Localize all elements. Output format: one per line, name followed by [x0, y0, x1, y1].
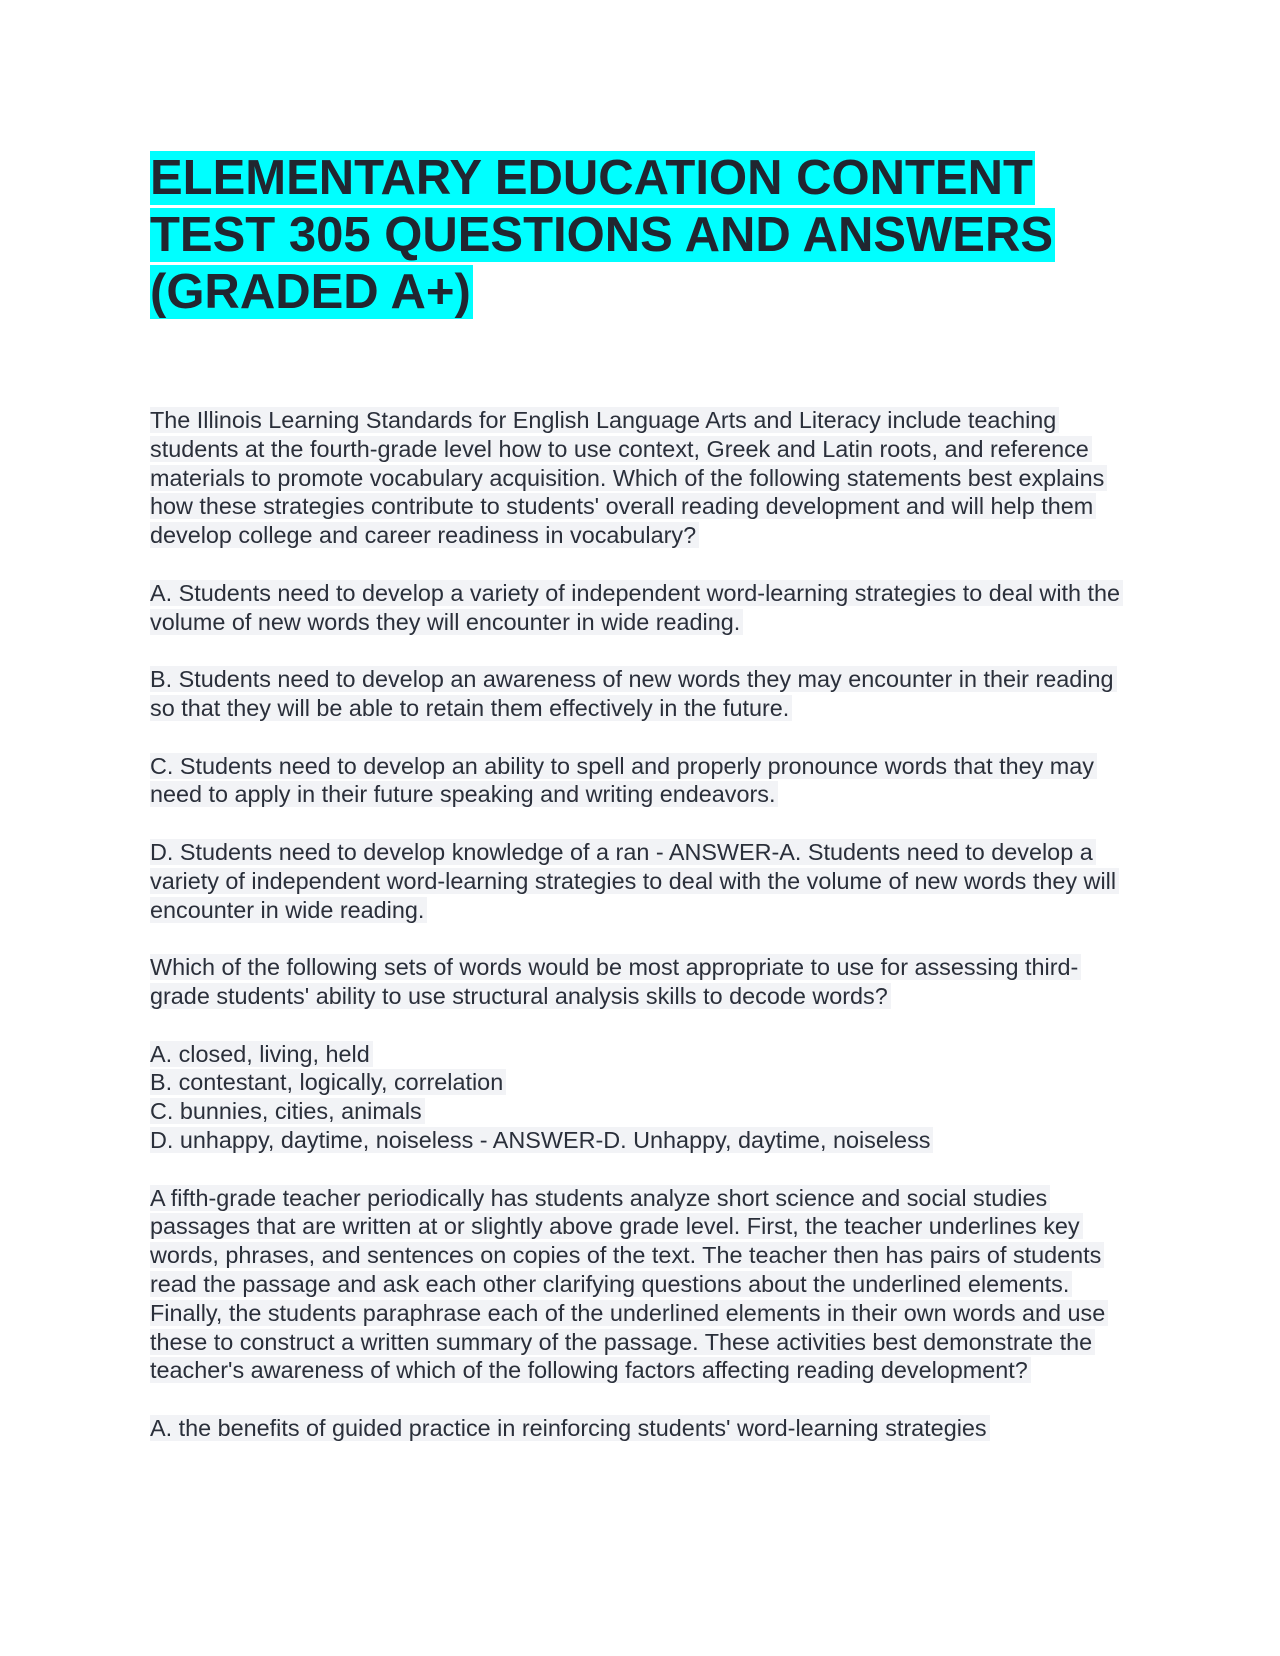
- question-1: [150, 406, 1130, 550]
- question-1-option-d-answer: D. Students need to develop knowledge of a ran - ANSWER-A. Students need to develop a variety of independent word-learning strategies to deal with the volume of new words they will encounter in wide reading.: [150, 838, 1130, 924]
- question-1-text: The Illinois Learning Standards for English Language Arts and Literacy include teaching students at the fourth-grade level how to use context, Greek and Latin roots, and reference materials to promote vocabulary acquisition. Which of the following statements best explains how these strategies contribute to students' overall reading development and will help them develop college and career readiness in vocabulary?: [150, 407, 1107, 548]
- question-1-option-c: C. Students need to develop an ability to spell and properly pronounce words that they may need to apply in their future speaking and writing endeavors.: [150, 752, 1130, 810]
- question-1-option-b: B. Students need to develop an awareness of new words they may encounter in their reading so that they will be able to retain them effectively in the future.: [150, 665, 1130, 723]
- document-title: [150, 150, 1130, 321]
- question-1-option-a: A. Students need to develop a variety of independent word-learning strategies to deal with the volume of new words they will encounter in wide reading.: [150, 579, 1130, 637]
- question-2-text: Which of the following sets of words would be most appropriate to use for assessing third-grade students' ability to use structural analysis skills to decode words?: [150, 954, 1081, 1009]
- question-2-option-a: A. closed, living, held: [150, 1040, 1130, 1069]
- question-2-option-d-answer: D. unhappy, daytime, noiseless - ANSWER-D. Unhappy, daytime, noiseless: [150, 1126, 1130, 1155]
- question-3: [150, 1184, 1130, 1386]
- question-2-option-c: C. bunnies, cities, animals: [150, 1097, 1130, 1126]
- document-page: [150, 150, 1130, 1471]
- document-body: [150, 406, 1130, 1443]
- question-3-option-a: A. the benefits of guided practice in reinforcing students' word-learning strategies: [150, 1414, 1130, 1443]
- question-2-options: [150, 1040, 1130, 1155]
- question-2-option-b: B. contestant, logically, correlation: [150, 1068, 1130, 1097]
- question-3-text: A fifth-grade teacher periodically has students analyze short science and social studies passages that are written at or slightly above grade level. First, the teacher underlines key words, phrases, and sentences on copies of the text. The teacher then has pairs of students read the passage and ask each other clarifying questions about the underlined elements. Finally, the students paraphrase each of the underlined elements in their own words and use these to construct a written summary of the passage. These activities best demonstrate the teacher's awareness of which of the following factors affecting reading development?: [150, 1185, 1108, 1384]
- title-highlight: ELEMENTARY EDUCATION CONTENT TEST 305 QUESTIONS AND ANSWERS (GRADED A+): [150, 151, 1054, 319]
- question-2: [150, 953, 1130, 1011]
